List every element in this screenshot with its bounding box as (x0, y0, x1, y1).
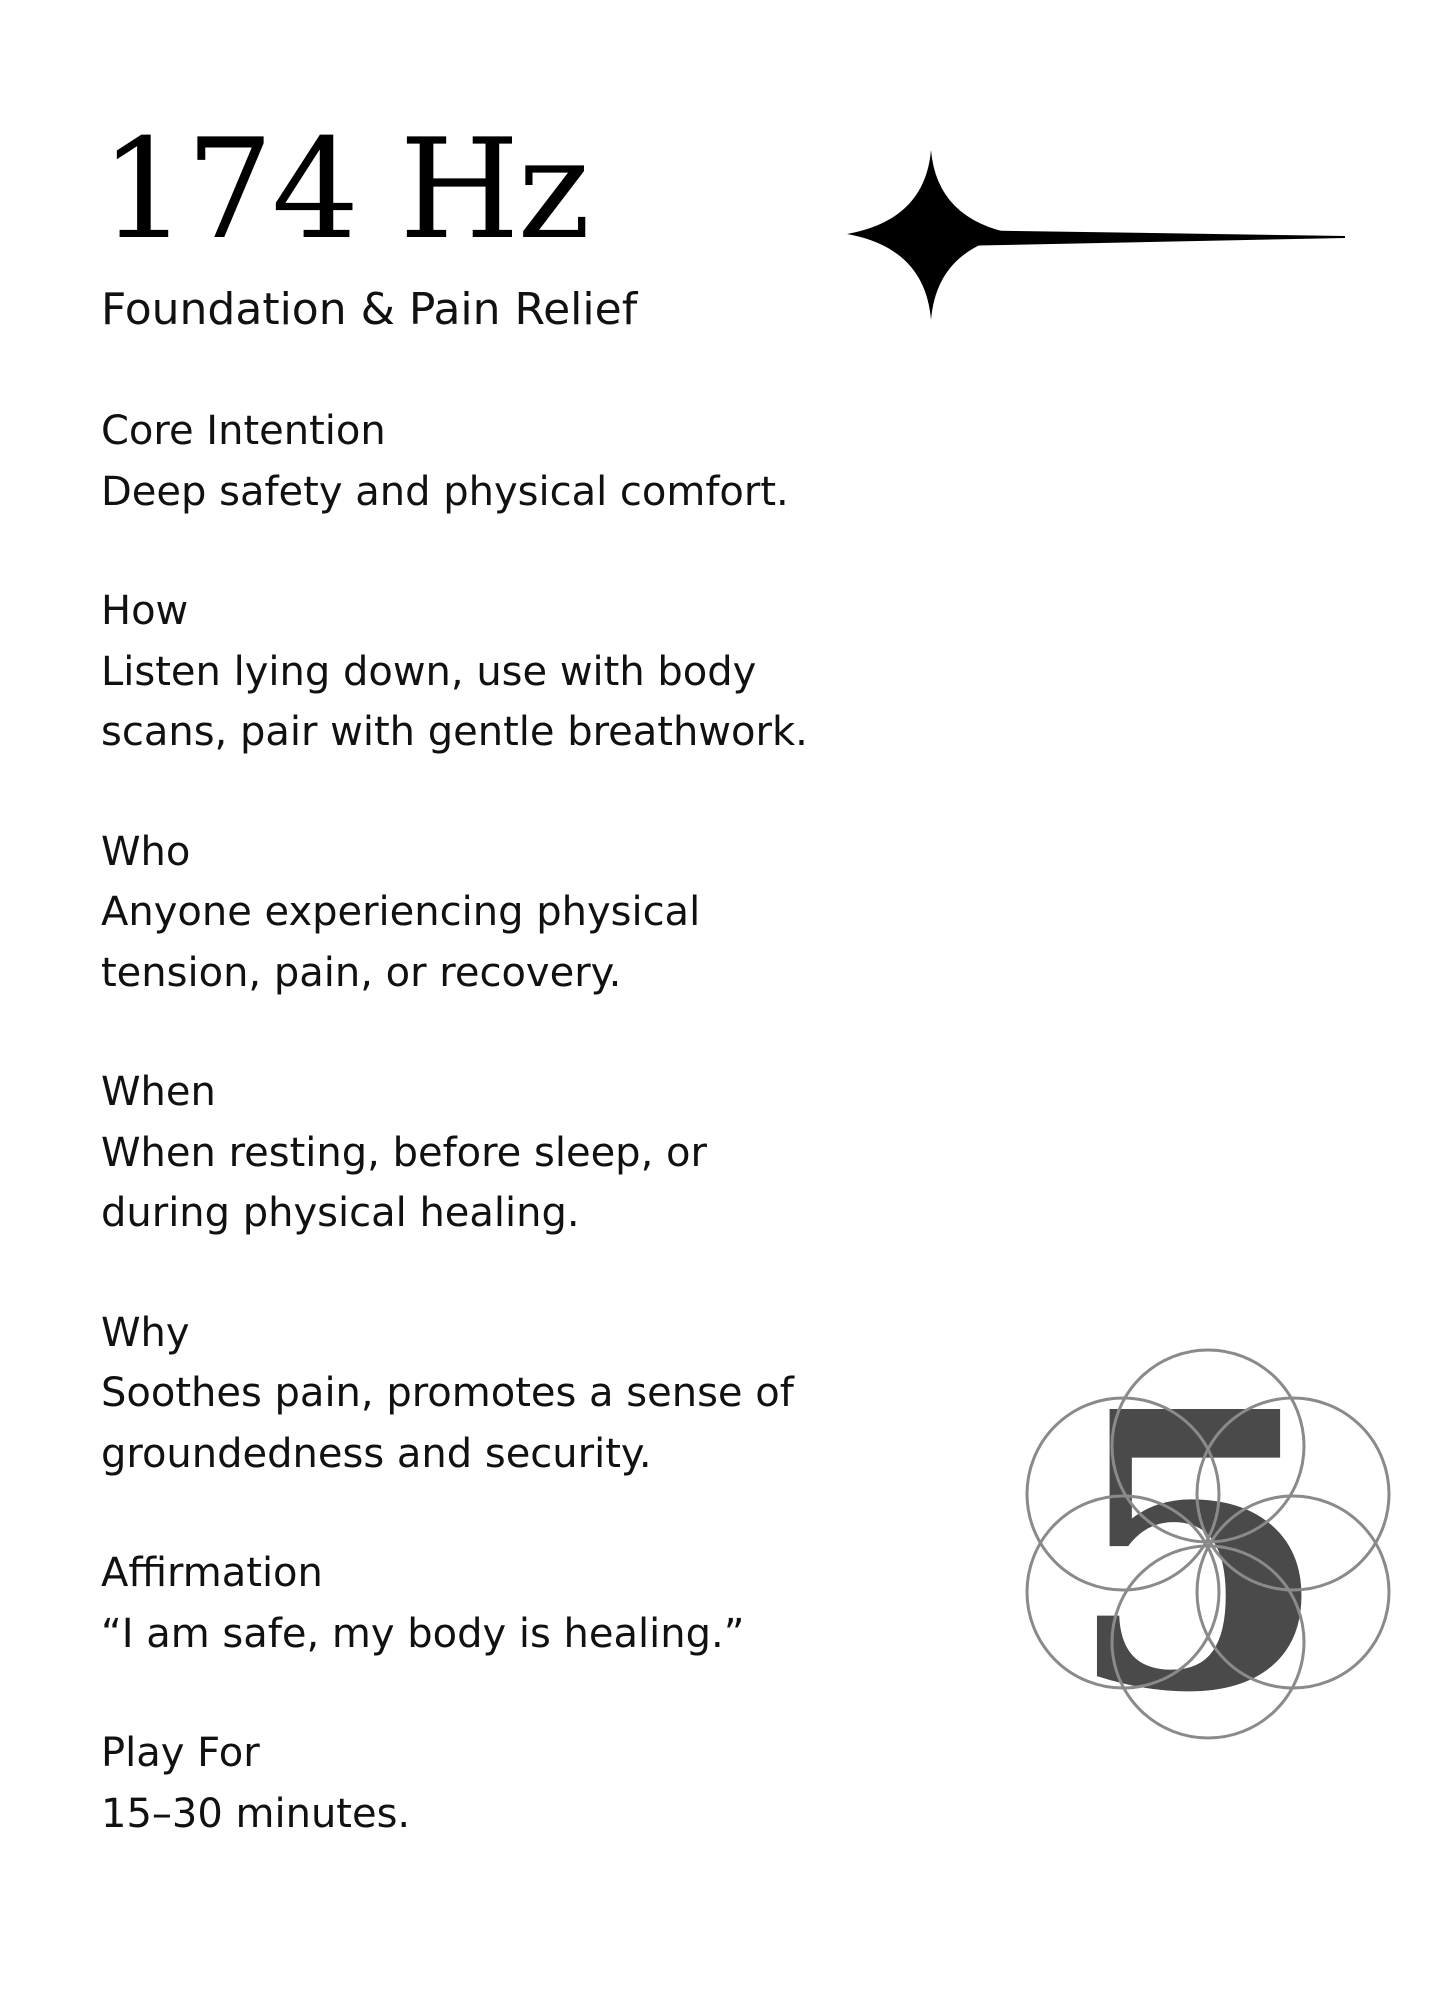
section-body: Soothes pain, promotes a sense of groundedness and security. (101, 1370, 794, 1477)
section-affirmation (101, 1543, 861, 1664)
section-heading: Who (101, 828, 191, 875)
section-body: “I am safe, my body is healing.” (101, 1610, 745, 1657)
section-heading: Why (101, 1309, 190, 1356)
section-body: 15–30 minutes. (101, 1790, 411, 1837)
section-body: When resting, before sleep, or during physical healing. (101, 1129, 707, 1236)
section-heading: When (101, 1069, 216, 1115)
emblem-number: 5 (1065, 1344, 1331, 1744)
info-sections (101, 401, 861, 1903)
section-body: Deep safety and physical comfort. (101, 468, 789, 515)
section-body: Listen lying down, use with body scans, pair with gentle breathwork. (101, 648, 808, 755)
section-core-intention (101, 401, 861, 522)
flower-of-life-icon (1018, 1344, 1396, 1744)
section-body: Anyone experiencing physical tension, pain, or recovery. (101, 889, 701, 996)
section-heading: Play For (101, 1730, 260, 1776)
section-heading: Core Intention (101, 408, 386, 454)
four-point-star-with-trail-icon (845, 150, 1350, 320)
four-point-star (847, 150, 1015, 320)
section-how (101, 581, 861, 763)
page-title: 174 Hz (100, 109, 589, 270)
section-when (101, 1062, 861, 1244)
star-trail (953, 230, 1345, 246)
section-why (101, 1303, 861, 1485)
section-heading: Affirmation (101, 1550, 323, 1596)
section-who (101, 822, 861, 1004)
page-subtitle: Foundation & Pain Relief (101, 284, 638, 335)
section-heading: How (101, 588, 189, 634)
section-play-for (101, 1723, 861, 1844)
